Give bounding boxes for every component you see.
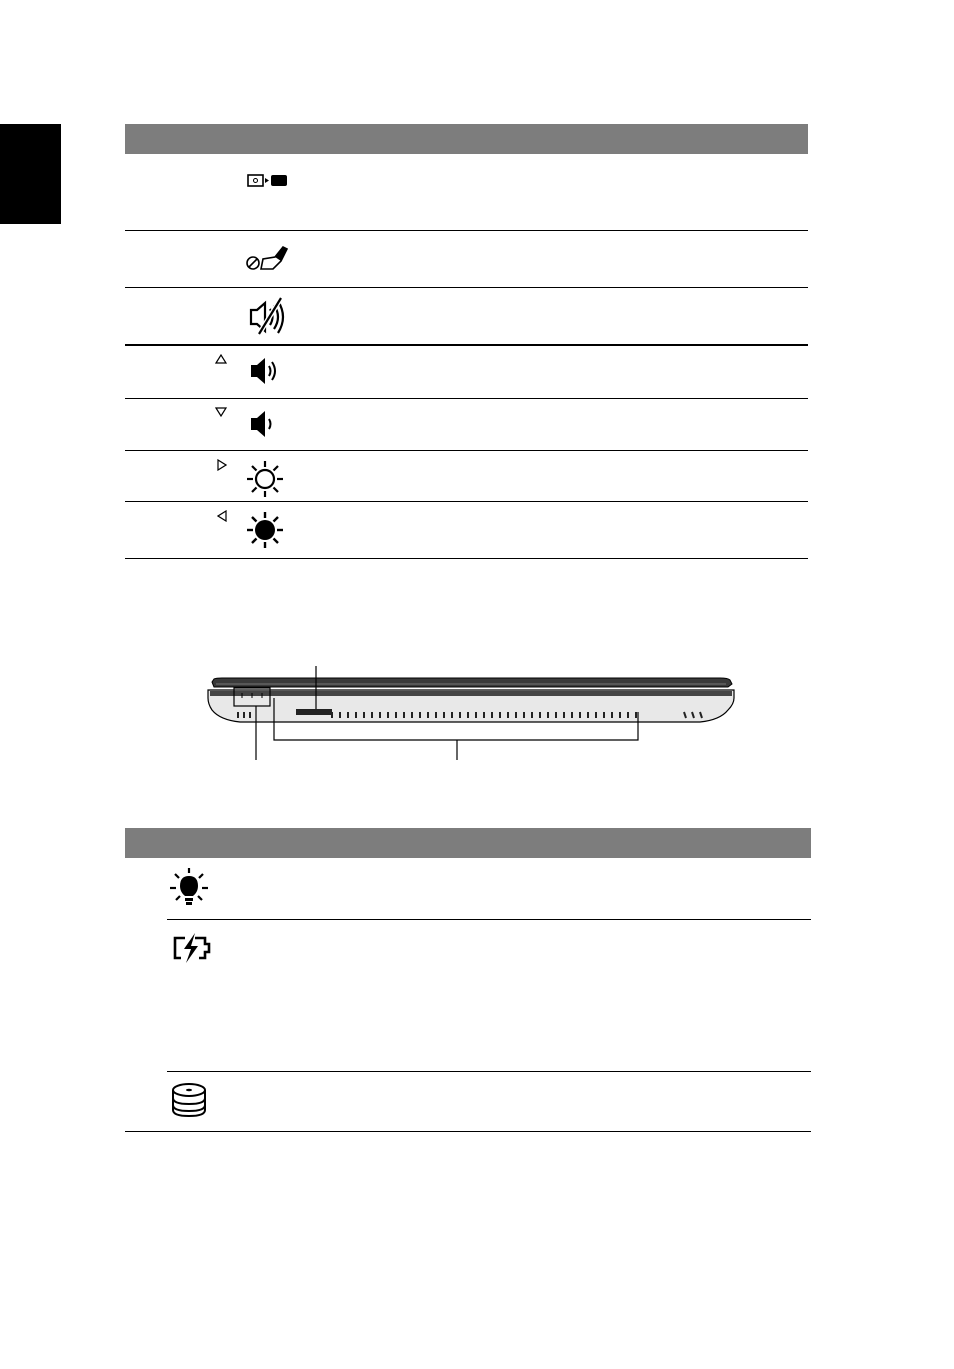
indicator-icon-cell: [167, 858, 227, 919]
hotkey-cell: [125, 398, 245, 450]
hotkey-description: [305, 398, 808, 450]
hotkey-cell: [125, 450, 245, 501]
volume-up-icon: [245, 354, 295, 388]
hotkey-description: [305, 450, 808, 501]
laptop-lid: [212, 678, 732, 687]
arrow-up-icon: [215, 354, 227, 364]
arrow-down-icon: [215, 407, 227, 417]
indicator-number-cell: [125, 858, 167, 919]
hotkey-description: [305, 230, 808, 287]
indicator-number-cell: [125, 919, 167, 1071]
hotkey-cell: [125, 501, 245, 558]
indicator-icon-cell: [167, 919, 227, 1071]
arrow-left-icon: [217, 510, 227, 522]
power-indicator-icon: [167, 866, 211, 910]
hotkey-icon-cell: [245, 287, 305, 345]
card-reader-slot: [296, 709, 332, 715]
hotkey-icon-cell: [245, 398, 305, 450]
hotkey-description: [305, 287, 808, 345]
hotkey-description: [305, 345, 808, 398]
indicator-number-cell: [125, 1071, 167, 1131]
touchpad-toggle-icon: [245, 239, 295, 275]
laptop-front-view-figure: [200, 660, 740, 766]
arrow-right-icon: [217, 459, 227, 471]
hotkey-icon-cell: [245, 450, 305, 501]
indicators-table: [125, 828, 811, 1132]
hotkeys-table: [125, 124, 808, 559]
indicator-description: [227, 919, 811, 1071]
hotkey-cell: [125, 154, 245, 230]
volume-down-icon: [245, 407, 295, 441]
hotkey-description: [305, 154, 808, 230]
hotkey-cell: [125, 345, 245, 398]
hotkeys-table-header: [125, 124, 808, 154]
hotkey-icon-cell: [245, 230, 305, 287]
indicators-table-header: [125, 828, 811, 858]
brightness-down-icon: [245, 510, 295, 550]
hdd-indicator-icon: [167, 1080, 211, 1120]
hotkey-icon-cell: [245, 154, 305, 230]
indicator-icon-cell: [167, 1071, 227, 1131]
side-tab-marker: [0, 124, 61, 224]
brightness-up-icon: [245, 459, 295, 499]
hotkey-icon-cell: [245, 501, 305, 558]
battery-indicator-icon: [167, 928, 217, 968]
hotkey-cell: [125, 287, 245, 345]
display-toggle-icon: [245, 162, 295, 192]
indicator-description: [227, 1071, 811, 1131]
indicator-description: [227, 858, 811, 919]
hotkey-description: [305, 501, 808, 558]
hotkey-icon-cell: [245, 345, 305, 398]
hotkey-cell: [125, 230, 245, 287]
speaker-mute-icon: [245, 296, 295, 336]
